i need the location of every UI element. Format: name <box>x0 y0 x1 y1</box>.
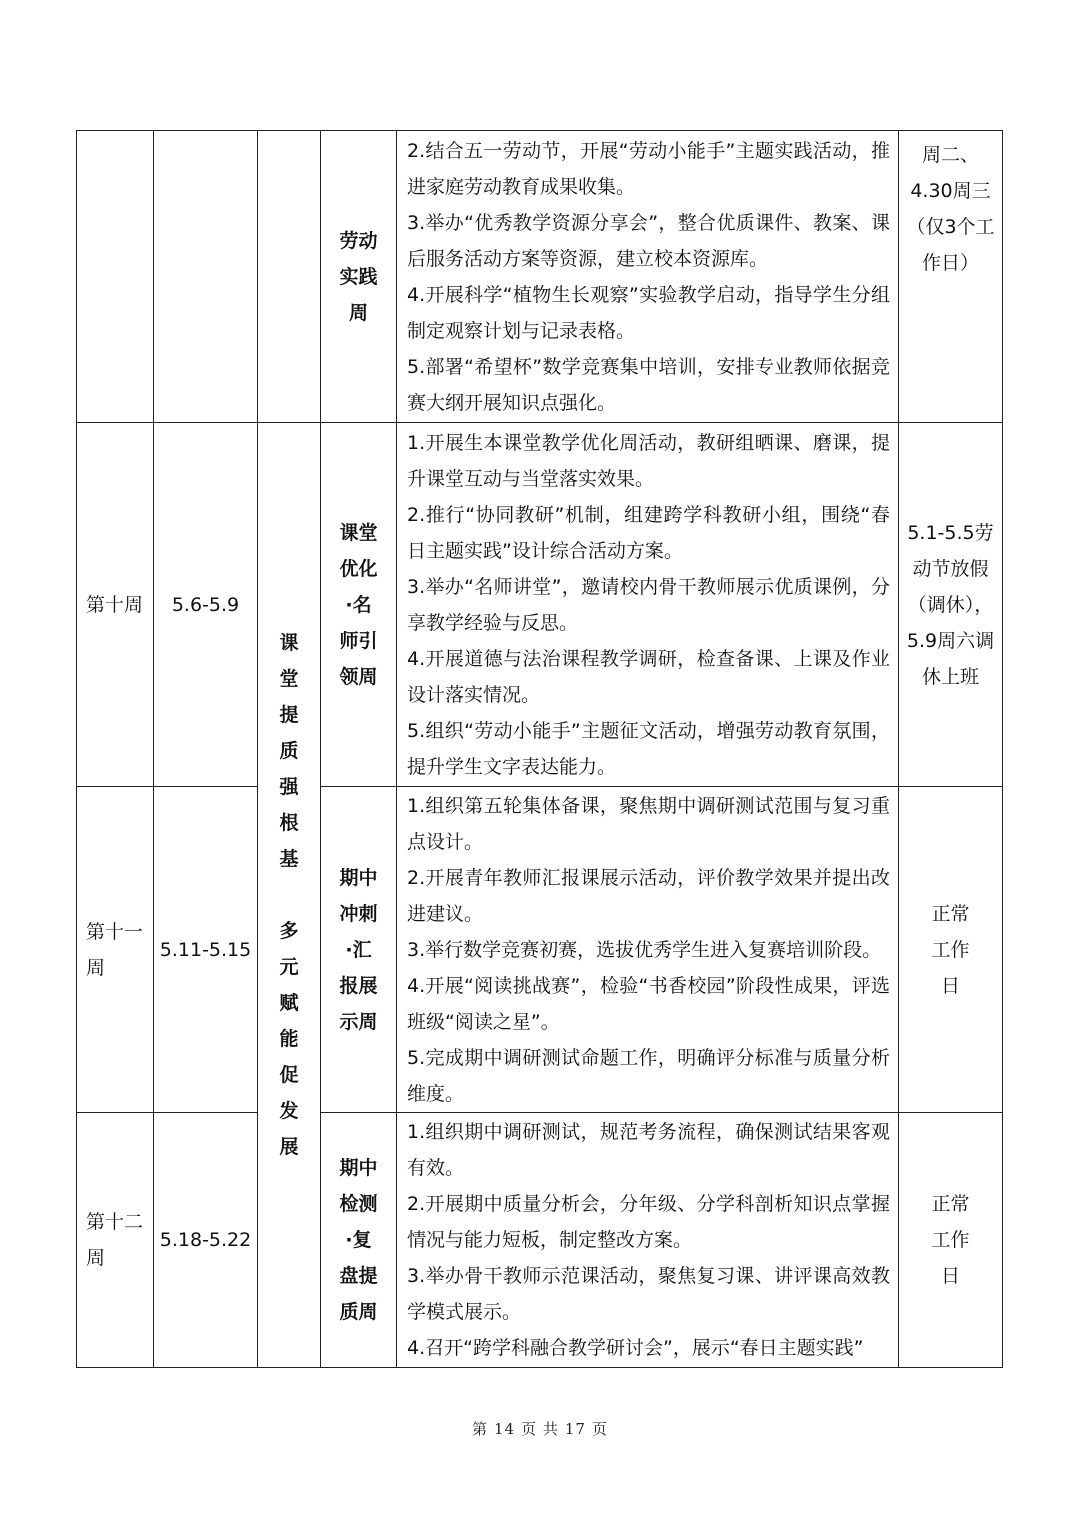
content-item: 2.开展青年教师汇报课展示活动，评价教学效果并提出改进建议。 <box>407 866 890 925</box>
date-range-cell <box>154 131 258 423</box>
note-cell: 5.1-5.5劳动节放假（调休），5.9周六调休上班 <box>899 423 1003 787</box>
content-item: 2.结合五一劳动节，开展“劳动小能手”主题实践活动，推进家庭劳动教育成果收集。 <box>407 139 890 198</box>
stage-title-part1: 课堂提质强根基 <box>279 632 299 870</box>
content-item: 5.完成期中调研测试命题工作，明确评分标准与质量分析维度。 <box>407 1046 890 1105</box>
content-item: 4.开展道德与法治课程教学调研，检查备课、上课及作业设计落实情况。 <box>407 647 890 706</box>
content-item: 5.部署“希望杯”数学竞赛集中培训，安排专业教师依据竞赛大纲开展知识点强化。 <box>407 355 890 414</box>
footer-prefix: 第 <box>472 1420 489 1438</box>
content-item: 1.开展生本课堂教学优化周活动，教研组晒课、磨课，提升课堂互动与当堂落实效果。 <box>407 431 890 490</box>
week-cell <box>77 131 154 423</box>
content-item: 4.召开“跨学科融合教学研讨会”，展示“春日主题实践” <box>407 1337 864 1359</box>
schedule-table <box>76 130 1003 1368</box>
content-item: 4.开展“阅读挑战赛”，检验“书香校园”阶段性成果，评选班级“阅读之星”。 <box>407 974 890 1033</box>
footer-middle: 页 共 <box>521 1420 559 1438</box>
content-item: 4.开展科学“植物生长观察”实验教学启动，指导学生分组制定观察计划与记录表格。 <box>407 283 890 342</box>
table-row <box>77 131 1003 423</box>
theme-label: 劳动实践周 <box>339 229 378 324</box>
page-number: 14 <box>494 1420 516 1438</box>
note-cell <box>899 787 1003 1113</box>
theme-label: 期中检测·复盘提质周 <box>339 1157 378 1323</box>
content-cell <box>397 787 899 1113</box>
footer-suffix: 页 <box>591 1420 608 1438</box>
week-cell: 第十一周 <box>77 787 154 1113</box>
content-item: 3.举行数学竞赛初赛，选拔优秀学生进入复赛培训阶段。 <box>407 938 882 961</box>
date-range-cell: 5.11-5.15 <box>154 787 258 1113</box>
content-item: 3.举办“优秀教学资源分享会”，整合优质课件、教案、课后服务活动方案等资源，建立校本资源库。 <box>407 211 890 270</box>
content-item: 1.组织第五轮集体备课，聚焦期中调研测试范围与复习重点设计。 <box>407 794 890 853</box>
content-item: 1.组织期中调研测试，规范考务流程，确保测试结果客观有效。 <box>407 1121 890 1179</box>
stage-title-part2: 多元赋能促发展 <box>279 920 299 1158</box>
theme-cell <box>321 1113 397 1368</box>
content-item: 3.举办骨干教师示范课活动，聚焦复习课、讲评课高效教学模式展示。 <box>407 1265 890 1323</box>
table-row <box>77 787 1003 1113</box>
note-label: 正常工作日 <box>931 1193 970 1287</box>
theme-cell <box>321 131 397 423</box>
theme-label: 课堂优化·名师引领周 <box>339 521 378 688</box>
week-cell: 第十二周 <box>77 1113 154 1368</box>
content-item: 5.组织“劳动小能手”主题征文活动，增强劳动教育氛围，提升学生文字表达能力。 <box>407 719 890 778</box>
theme-cell <box>321 787 397 1113</box>
content-cell <box>397 1113 899 1368</box>
stage-cell-empty <box>258 131 321 423</box>
theme-label: 期中冲刺·汇报展示周 <box>339 866 378 1033</box>
week-cell: 第十周 <box>77 423 154 787</box>
content-item: 2.开展期中质量分析会，分年级、分学科剖析知识点掌握情况与能力短板，制定整改方案。 <box>407 1193 890 1251</box>
table-row <box>77 1113 1003 1368</box>
content-item: 2.推行“协同教研”机制，组建跨学科教研小组，围绕“春日主题实践”设计综合活动方案。 <box>407 503 890 562</box>
content-cell <box>397 423 899 787</box>
note-cell <box>899 1113 1003 1368</box>
note-cell: 周二、4.30周三（仅3个工作日） <box>899 131 1003 423</box>
date-range-cell: 5.6-5.9 <box>154 423 258 787</box>
note-label: 正常工作日 <box>931 902 970 997</box>
content-cell <box>397 131 899 423</box>
date-range-cell: 5.18-5.22 <box>154 1113 258 1368</box>
stage-cell <box>258 423 321 1368</box>
page-footer <box>0 1418 1080 1439</box>
theme-cell <box>321 423 397 787</box>
total-pages: 17 <box>564 1420 586 1438</box>
content-item: 3.举办“名师讲堂”，邀请校内骨干教师展示优质课例，分享教学经验与反思。 <box>407 575 890 634</box>
table-row <box>77 423 1003 787</box>
